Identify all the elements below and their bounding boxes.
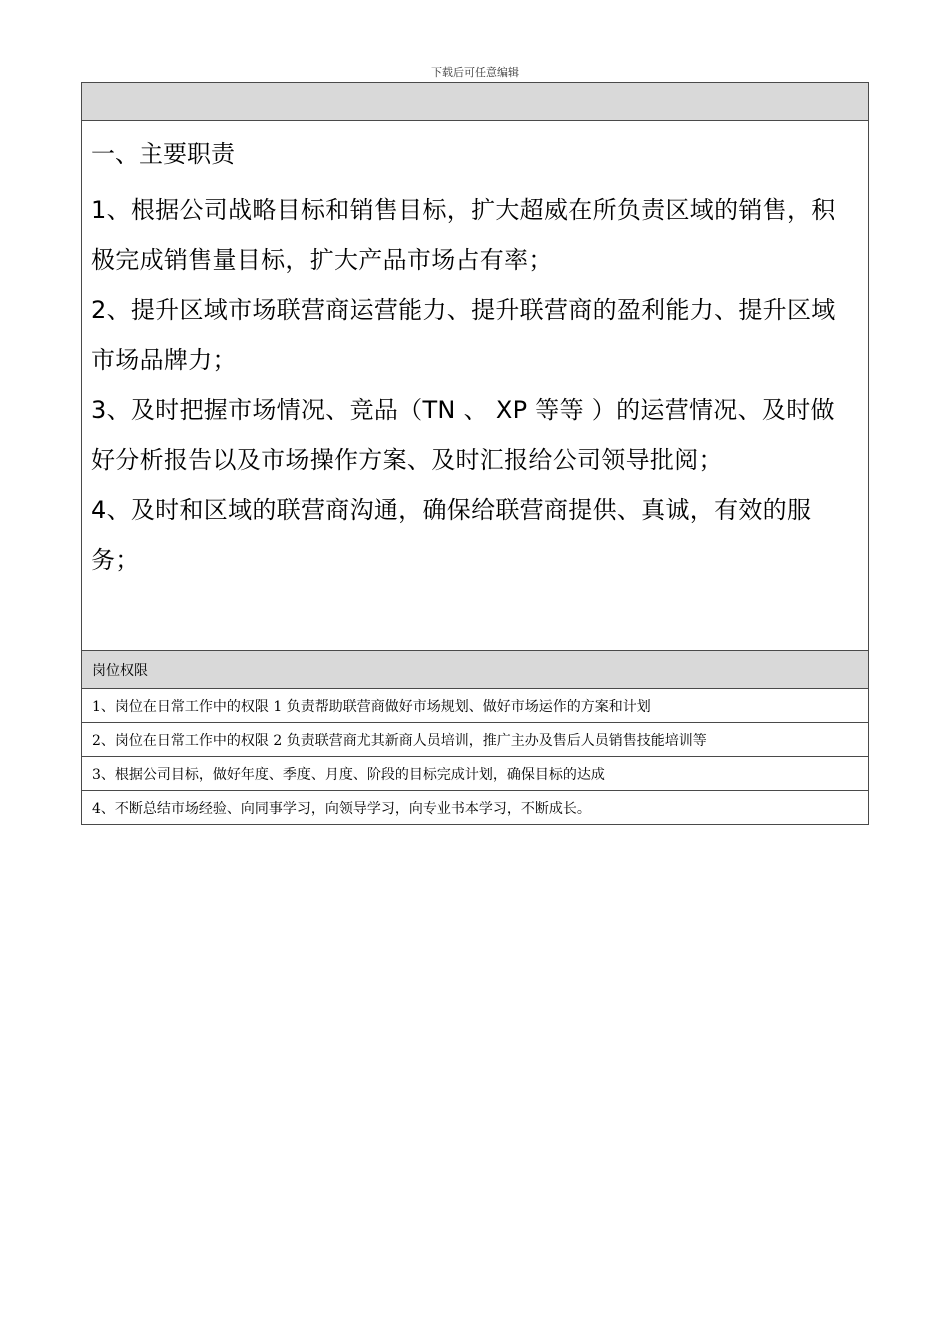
authority-title: 岗位权限: [82, 651, 869, 689]
authority-title-row: [82, 651, 869, 689]
duty-item-1: 1、根据公司战略目标和销售目标，扩大超威在所负责区域的销售，积极完成销售量目标，扩大产品市场占有率；: [91, 196, 836, 274]
duty-item-3: 3、及时把握市场情况、竞品（TN 、 XP 等等 ）的运营情况、及时做好分析报告以及市场操作方案、及时汇报给公司领导批阅；: [91, 396, 835, 474]
authority-row: [82, 723, 869, 757]
authority-item-4: 4、不断总结市场经验、向同事学习，向领导学习，向专业书本学习，不断成长。: [82, 791, 869, 825]
duties-row: [82, 121, 869, 651]
blank-header-row: [82, 83, 869, 121]
authority-item-2: 2、岗位在日常工作中的权限 2 负责联营商尤其新商人员培训，推广主办及售后人员销售技能培训等: [82, 723, 869, 757]
authority-item-3: 3、根据公司目标，做好年度、季度、月度、阶段的目标完成计划，确保目标的达成: [82, 757, 869, 791]
job-description-table: [81, 82, 869, 825]
duties-cell: [82, 121, 869, 651]
authority-item-1: 1、岗位在日常工作中的权限 1 负责帮助联营商做好市场规划、做好市场运作的方案和计划: [82, 689, 869, 723]
duty-item-2: 2、提升区域市场联营商运营能力、提升联营商的盈利能力、提升区域市场品牌力；: [91, 296, 836, 374]
authority-row: [82, 757, 869, 791]
authority-row: [82, 791, 869, 825]
authority-row: [82, 689, 869, 723]
blank-header-cell: [82, 83, 869, 121]
duty-item-4: 4、及时和区域的联营商沟通，确保给联营商提供、真诚，有效的服务；: [91, 496, 812, 574]
header-note: 下载后可任意编辑: [431, 66, 519, 79]
duties-title: 一、主要职责: [91, 140, 235, 168]
